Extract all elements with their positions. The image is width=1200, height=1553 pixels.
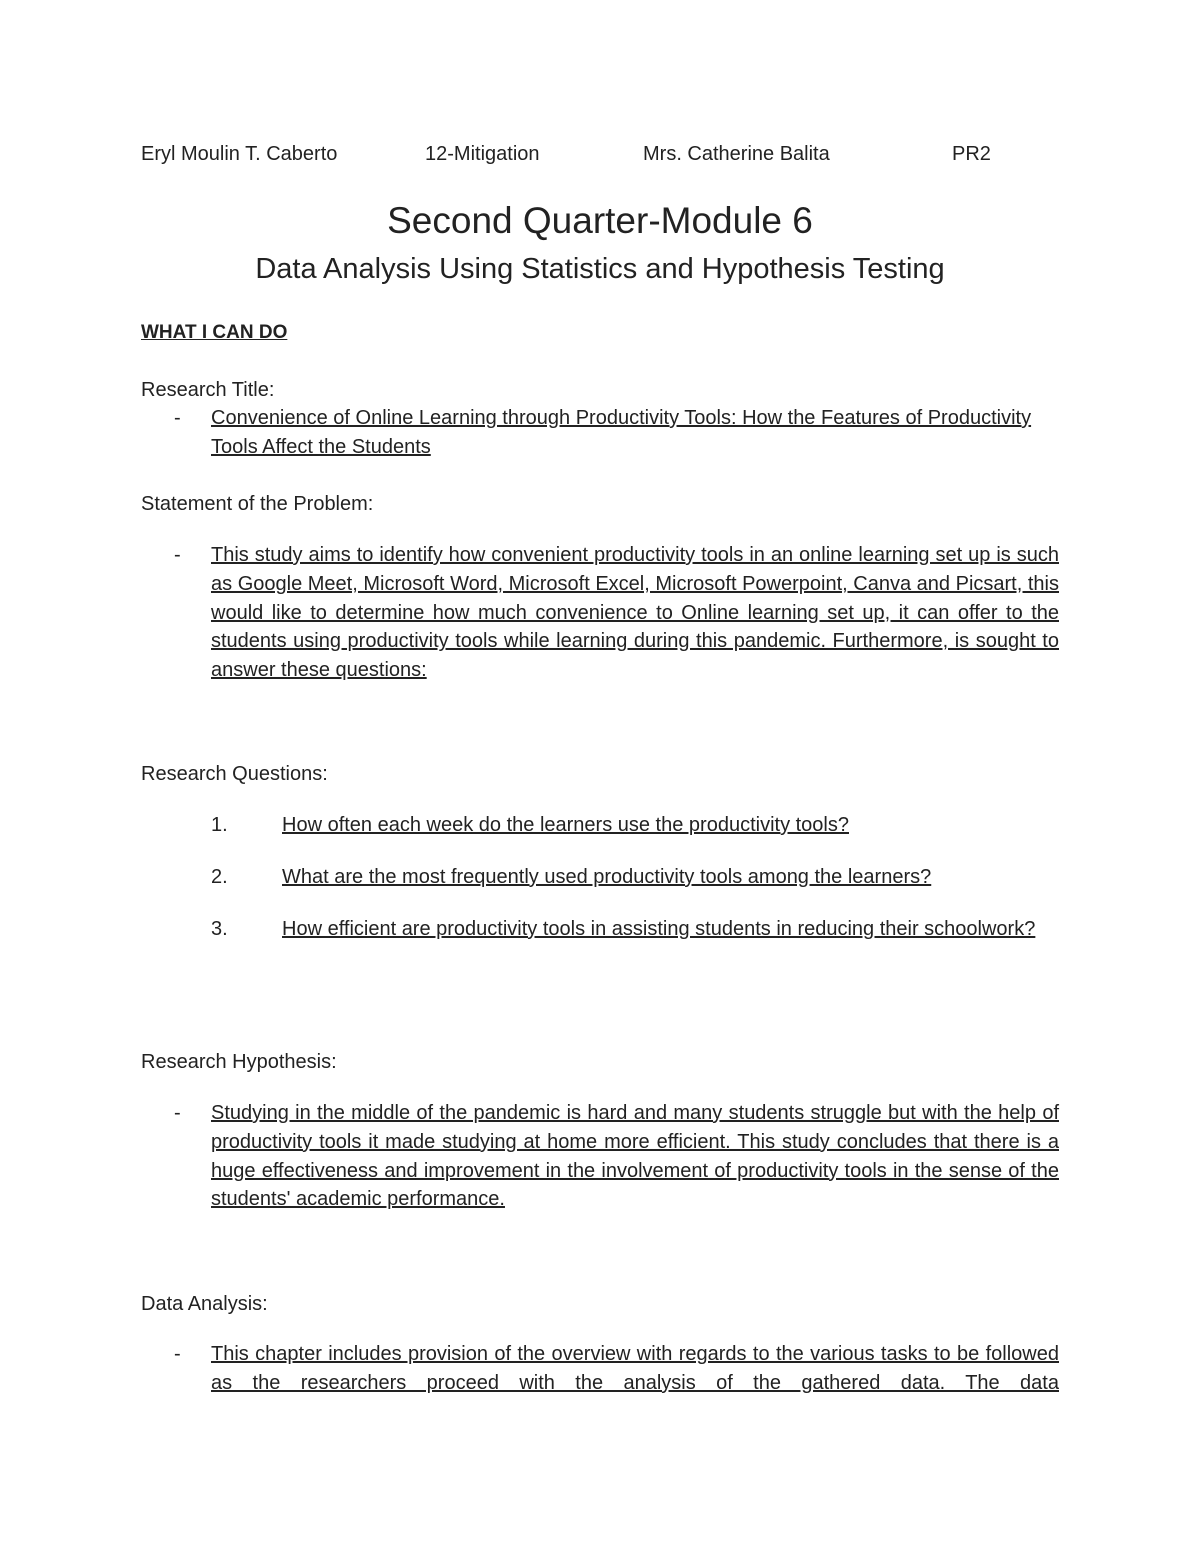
research-title-label: Research Title: xyxy=(141,379,275,401)
section-heading: WHAT I CAN DO xyxy=(141,322,288,343)
research-question xyxy=(141,863,1059,892)
research-question xyxy=(141,915,1059,944)
teacher-name: Mrs. Catherine Balita xyxy=(643,143,830,165)
analysis-label: Data Analysis: xyxy=(141,1293,268,1315)
analysis-text: This chapter includes provision of the overview with regards to the various tasks to be followed as the researchers proceed with the analysis of the gathered data. The data xyxy=(211,1343,1059,1394)
questions-label: Research Questions: xyxy=(141,763,328,785)
class-section: 12-Mitigation xyxy=(425,143,540,165)
question-text: What are the most frequently used productivity tools among the learners? xyxy=(282,866,932,888)
question-number: 3. xyxy=(211,918,228,940)
subject-code: PR2 xyxy=(952,143,991,165)
bullet-dash: - xyxy=(174,1102,181,1124)
question-text: How efficient are productivity tools in assisting students in reducing their schoolwork? xyxy=(282,918,1036,940)
hypothesis-label: Research Hypothesis: xyxy=(141,1051,337,1073)
bullet-dash: - xyxy=(174,1343,181,1365)
research-question xyxy=(141,811,1059,840)
problem-text: This study aims to identify how convenient productivity tools in an online learning set up is such as Google Meet, Microsoft Word, Microsoft Excel, Microsoft Powerpoint, Canva and Picsart, this would like to determine how much convenience to Online learning set up, it can offer to the students using productivity tools while learning during this pandemic. Furthermore, is sought to answer these questions: xyxy=(211,544,1059,682)
document-subtitle: Data Analysis Using Statistics and Hypothesis Testing xyxy=(255,253,945,285)
research-title-text: Convenience of Online Learning through Productivity Tools: How the Features of Productivity Tools Affect the Students xyxy=(211,407,1032,458)
question-text: How often each week do the learners use the productivity tools? xyxy=(282,814,849,836)
question-number: 1. xyxy=(211,814,228,836)
student-name: Eryl Moulin T. Caberto xyxy=(141,143,338,165)
hypothesis-text: Studying in the middle of the pandemic is hard and many students struggle but with the help of productivity tools it made studying at home more efficient. This study concludes that there is a huge effectiveness and improvement in the involvement of productivity tools in the sense of the students' academic performance. xyxy=(211,1102,1059,1211)
bullet-dash: - xyxy=(174,544,181,566)
problem-label: Statement of the Problem: xyxy=(141,493,374,515)
document-title: Second Quarter-Module 6 xyxy=(387,200,813,241)
question-number: 2. xyxy=(211,866,228,888)
bullet-dash: - xyxy=(174,407,181,429)
